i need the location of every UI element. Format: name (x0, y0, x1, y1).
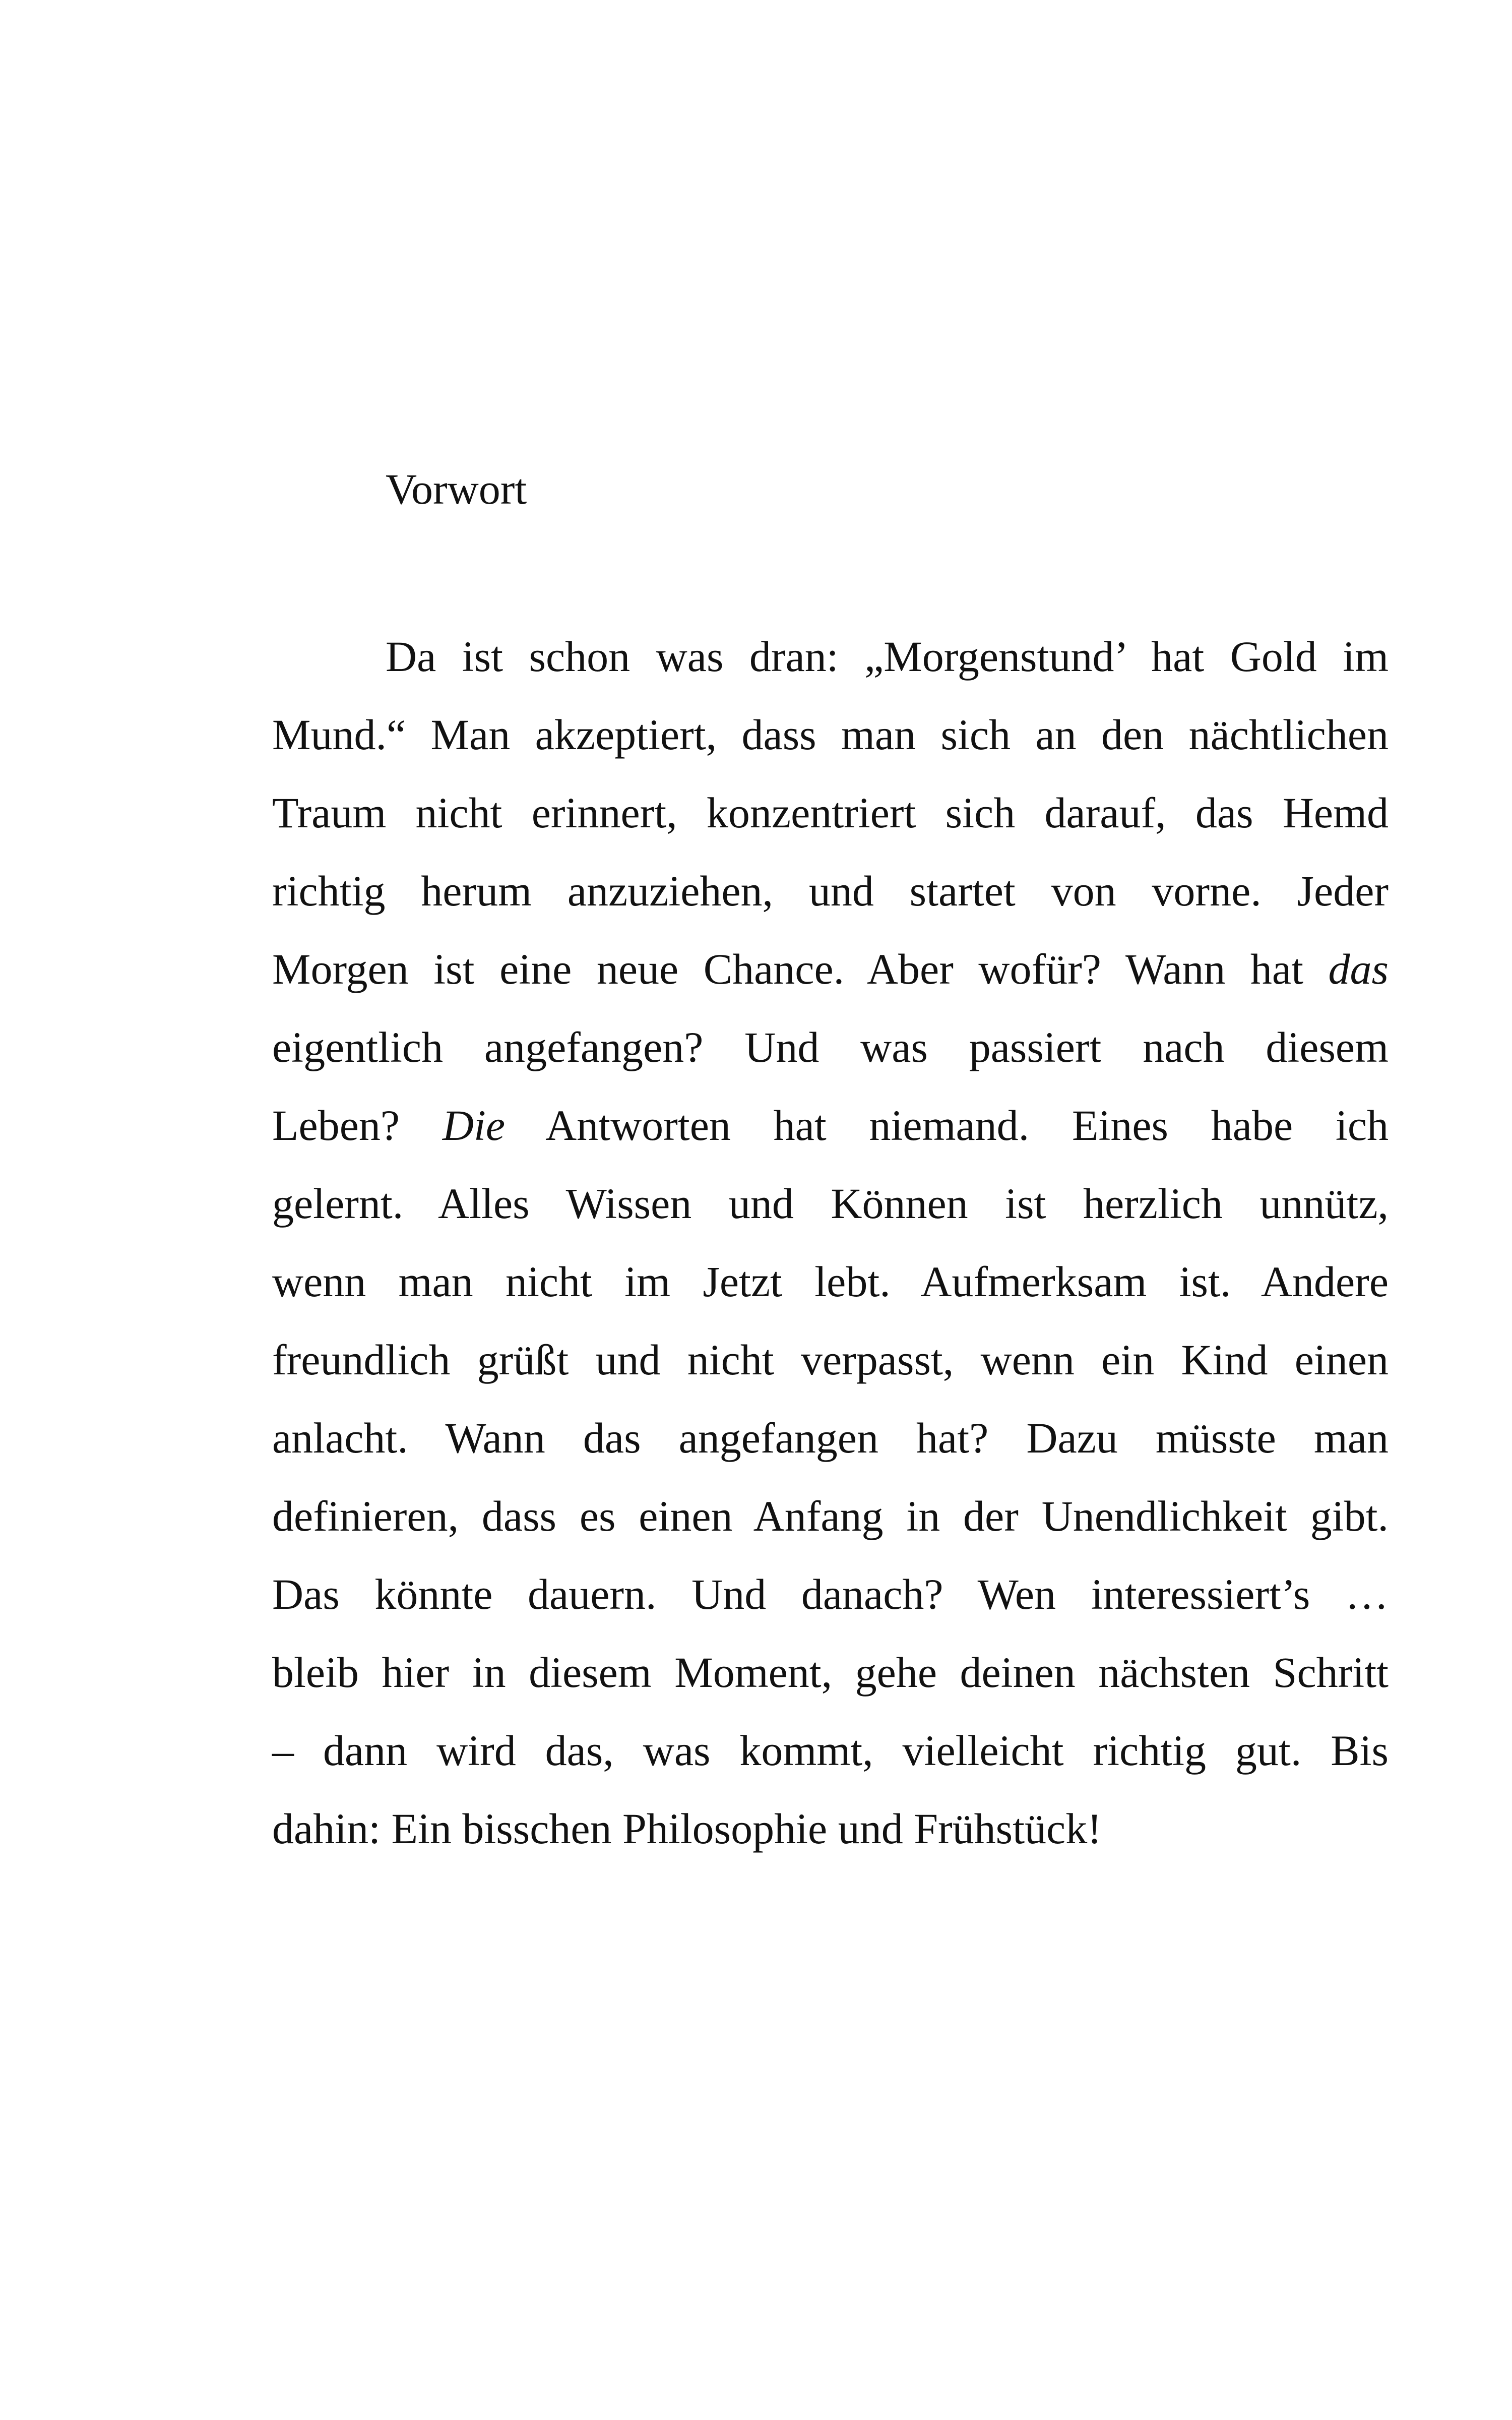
text-run: Leben? (272, 1101, 443, 1150)
chapter-heading: Vorwort (386, 465, 527, 513)
text-line (272, 930, 1389, 1008)
text-line: Das könnte dauern. Und danach? Wen interessiert’s … (272, 1570, 1389, 1618)
text-line: definieren, dass es einen Anfang in der Unendlichkeit gibt. (272, 1492, 1389, 1540)
text-run: Morgen ist eine neue Chance. Aber wofür? Wann hat (272, 945, 1329, 993)
text-line: Traum nicht erinnert, konzentriert sich darauf, das Hemd (272, 789, 1389, 837)
text-run: Antworten hat niemand. Eines habe ich (505, 1101, 1389, 1150)
text-line: bleib hier in diesem Moment, gehe deinen nächsten Schritt (272, 1648, 1389, 1697)
text-line: dahin: Ein bisschen Philosophie und Frühstück! (272, 1804, 1102, 1853)
text-line: gelernt. Alles Wissen und Können ist herzlich unnütz, (272, 1179, 1389, 1228)
text-line (272, 1086, 1389, 1165)
text-line: Da ist schon was dran: „Morgenstund’ hat Gold im (386, 632, 1389, 681)
text-line: richtig herum anzuziehen, und startet von vorne. Jeder (272, 867, 1389, 915)
italic-emphasis: Die (442, 1101, 506, 1150)
text-line: eigentlich angefangen? Und was passiert nach diesem (272, 1023, 1389, 1071)
text-line: Mund.“ Man akzeptiert, dass man sich an den nächtlichen (272, 710, 1389, 759)
body-paragraph (272, 618, 1389, 1868)
text-line: freundlich grüßt und nicht verpasst, wenn ein Kind einen (272, 1336, 1389, 1384)
text-line: – dann wird das, was kommt, vielleicht richtig gut. Bis (272, 1726, 1389, 1775)
text-line: wenn man nicht im Jetzt lebt. Aufmerksam ist. Andere (272, 1257, 1389, 1306)
text-line: anlacht. Wann das angefangen hat? Dazu müsste man (272, 1414, 1389, 1462)
italic-emphasis: das (1328, 945, 1389, 993)
